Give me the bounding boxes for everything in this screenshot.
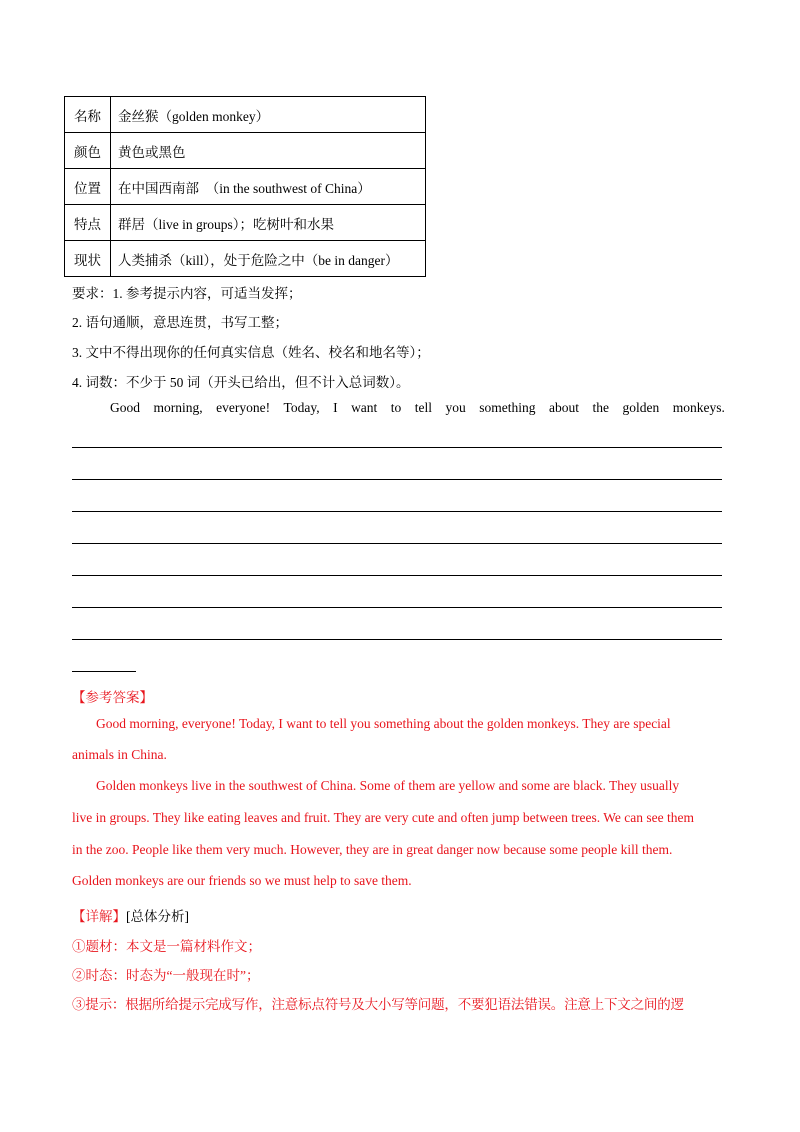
starter-word: monkeys. [672,400,725,415]
table-row [65,97,426,133]
writing-line [72,543,722,544]
detail-heading-label: 【详解】 [72,909,126,924]
writing-line [72,479,722,480]
writing-line [72,639,722,640]
starter-word: tell [414,400,433,415]
starter-word: you [445,400,466,415]
table-value: 人类捕杀（kill），处于危险之中（be in danger） [111,241,426,277]
answer-line: in the zoo. People like them very much. However, they are in great danger now because some people kill them. [72,842,673,857]
writing-line [72,575,722,576]
answer-line: Good morning, everyone! Today, I want to tell you something about the golden monkeys. They are special [96,716,671,731]
requirement-line: 要求：1. 参考提示内容，可适当发挥； [72,286,302,301]
detail-line: ②时态：时态为“一般现在时”； [72,968,260,983]
table-key: 位置 [65,169,111,205]
answer-heading: 【参考答案】 [72,690,153,705]
table-row [65,241,426,277]
requirement-line: 2. 语句通顺，意思连贯，书写工整； [72,315,288,330]
detail-heading [72,905,189,925]
starter-word: everyone! [216,400,271,415]
starter-word: about [549,400,579,415]
table-row [65,133,426,169]
answer-line: animals in China. [72,747,167,762]
answer-line: live in groups. They like eating leaves and fruit. They are very cute and often jump between trees. We can see them [72,810,694,825]
writing-line [72,447,722,448]
detail-line: ③提示：根据所给提示完成写作，注意标点符号及大小写等问题，不要犯语法错误。注意上下文之间的逻 [72,997,684,1012]
table-value: 在中国西南部 （in the southwest of China） [111,169,426,205]
starter-word: to [390,400,402,415]
starter-word: Today, [283,400,320,415]
writing-line [72,511,722,512]
starter-word: golden [622,400,660,415]
starter-word: the [592,400,609,415]
table-value: 群居（live in groups）；吃树叶和水果 [111,205,426,241]
starter-word: Good [110,400,140,415]
table-value: 金丝猴（golden monkey） [111,97,426,133]
starter-sentence [110,400,725,416]
table-row [65,205,426,241]
starter-word: morning, [153,400,203,415]
detail-heading-sub: [总体分析] [126,909,189,924]
table-key: 名称 [65,97,111,133]
answer-line: Golden monkeys are our friends so we must help to save them. [72,873,412,888]
detail-line: ①题材：本文是一篇材料作文； [72,939,261,954]
starter-word: I [333,400,338,415]
table-key: 颜色 [65,133,111,169]
answer-line: Golden monkeys live in the southwest of China. Some of them are yellow and some are black. They usually [96,778,680,793]
table-key: 特点 [65,205,111,241]
requirement-line: 4. 词数：不少于 50 词（开头已给出，但不计入总词数）。 [72,375,410,390]
divider [72,671,136,672]
requirement-line: 3. 文中不得出现你的任何真实信息（姓名、校名和地名等）； [72,345,430,360]
table-value: 黄色或黑色 [111,133,426,169]
writing-line [72,607,722,608]
info-table [64,96,426,277]
table-key: 现状 [65,241,111,277]
starter-word: want [351,400,378,415]
table-row [65,169,426,205]
starter-word: something [479,400,536,415]
